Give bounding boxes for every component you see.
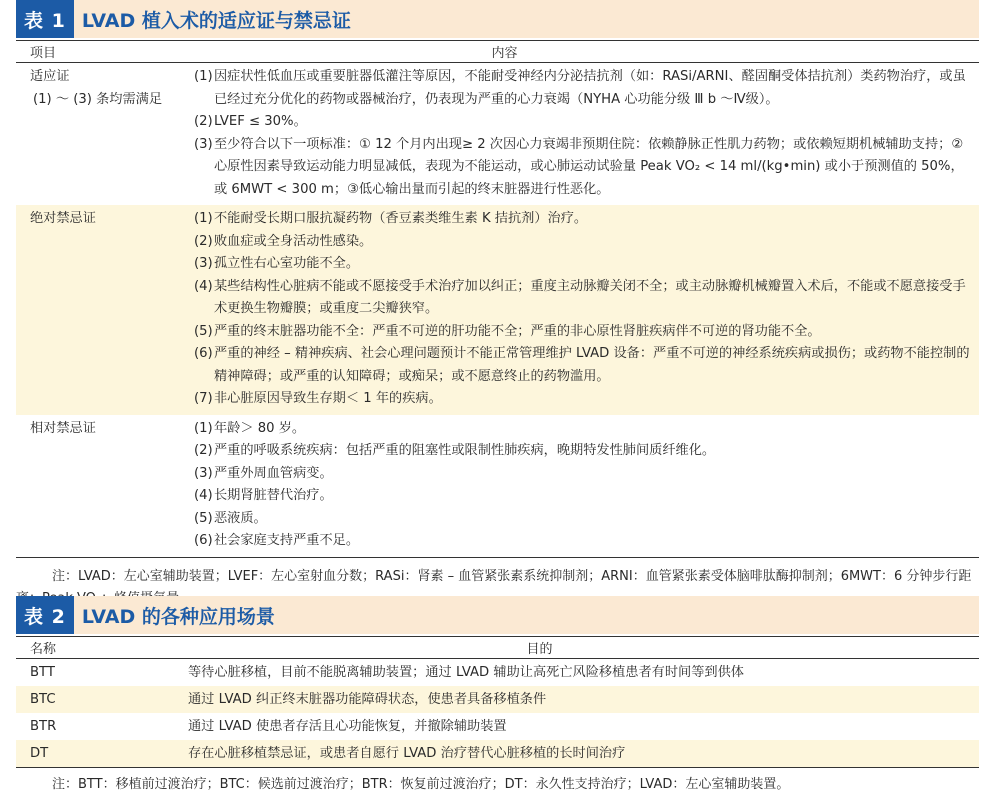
item-number: (2) xyxy=(194,443,213,458)
item-number: (6) xyxy=(194,533,213,548)
item-text: 长期肾脏替代治疗。 xyxy=(214,488,333,503)
table-2-caption: LVAD 的各种应用场景 xyxy=(81,605,275,628)
list-item xyxy=(194,276,973,321)
table-2 xyxy=(0,596,991,796)
table-1-row-content xyxy=(194,415,979,557)
item-text: 严重的呼吸系统疾病：包括严重的阻塞性或限制性肺疾病，晚期特发性肺间质纤维化。 xyxy=(214,443,716,458)
item-number: (1) xyxy=(194,69,213,84)
list-item xyxy=(194,66,973,111)
list-item xyxy=(194,530,973,553)
item-number: (5) xyxy=(194,323,213,339)
item-text: 严重的神经 – 精神疾病、社会心理问题预计不能正常管理维护 LVAD 设备：严重不可逆的神经系统疾病或损伤；或药物不能控制的精神障碍；或严重的认知障碍；或痴呆；或不愿意终止的药物滥用。 xyxy=(214,346,970,384)
list-item xyxy=(194,343,973,388)
list-item xyxy=(194,485,973,508)
table-2-header-col1: 名称 xyxy=(30,642,57,657)
list-item xyxy=(194,463,973,486)
item-number: (5) xyxy=(194,510,213,526)
table-2-number: 表 2 xyxy=(16,596,74,634)
item-text: 严重外周血管病变。 xyxy=(214,465,333,481)
table-1-header-col1: 项目 xyxy=(30,46,57,61)
table-2-row xyxy=(16,659,979,686)
item-number: (1) xyxy=(194,420,213,436)
table-1-row-content xyxy=(194,205,979,415)
item-number: (3) xyxy=(194,256,213,271)
list-item xyxy=(194,388,973,411)
table-2-row-label: BTR xyxy=(30,719,57,734)
item-number: (3) xyxy=(194,136,213,152)
table-1-row-label xyxy=(16,205,194,415)
list-item xyxy=(194,134,973,202)
row-label-text: 适应证 xyxy=(30,69,70,84)
item-text: 某些结构性心脏病不能或不愿接受手术治疗加以纠正；重度主动脉瓣关闭不全；或主动脉瓣机械瓣置入术后，不能或不愿意接受手术更换生物瓣膜；或重度二尖瓣狭窄。 xyxy=(214,278,966,316)
item-number: (7) xyxy=(194,391,213,406)
list-item xyxy=(194,208,973,231)
item-text: 恶液质。 xyxy=(214,510,267,526)
item-text: 孤立性右心室功能不全。 xyxy=(214,256,360,271)
table-1-row-label xyxy=(16,415,194,557)
item-number: (2) xyxy=(194,114,213,129)
table-1-title-bar xyxy=(16,0,979,38)
table-2-row-label: DT xyxy=(30,746,49,761)
table-2-row-purpose: 存在心脏移植禁忌证，或患者自愿行 LVAD 治疗替代心脏移植的长时间治疗 xyxy=(188,746,626,761)
list-item xyxy=(194,321,973,344)
item-number: (3) xyxy=(194,465,213,481)
table-2-body xyxy=(0,659,991,767)
table-1-row xyxy=(16,205,979,415)
table-2-row-purpose: 通过 LVAD 使患者存活且心功能恢复，并撤除辅助装置 xyxy=(188,719,507,734)
table-2-header-col2: 目的 xyxy=(526,642,553,657)
table-2-row-label: BTC xyxy=(30,692,56,707)
list-item xyxy=(194,508,973,531)
row-sublabel-text: (1) ～ (3) 条均需满足 xyxy=(33,91,163,107)
table-2-header xyxy=(16,636,979,659)
table-2-row xyxy=(16,740,979,767)
item-number: (4) xyxy=(194,278,213,294)
item-number: (6) xyxy=(194,346,213,361)
item-number: (2) xyxy=(194,233,213,249)
table-1-body xyxy=(0,63,991,557)
table-2-row-purpose: 等待心脏移植，目前不能脱离辅助装置；通过 LVAD 辅助让高死亡风险移植患者有时间等到供体 xyxy=(188,665,744,680)
table-2-row-purpose: 通过 LVAD 纠正终末脏器功能障碍状态，使患者具备移植条件 xyxy=(188,692,547,707)
item-text: LVEF ≤ 30%。 xyxy=(214,114,307,129)
item-text: 非心脏原因导致生存期＜ 1 年的疾病。 xyxy=(214,391,442,406)
table-2-note: 注：BTT：移植前过渡治疗；BTC：候选前过渡治疗；BTR：恢复前过渡治疗；DT：永久性支持治疗；LVAD：左心室辅助装置。 xyxy=(52,777,790,792)
table-1-row-content xyxy=(194,63,979,205)
table-2-row xyxy=(16,686,979,713)
item-number: (1) xyxy=(194,211,213,226)
item-text: 社会家庭支持严重不足。 xyxy=(214,533,360,548)
table-2-row xyxy=(16,713,979,740)
row-label-text: 相对禁忌证 xyxy=(30,420,96,436)
list-item xyxy=(194,231,973,254)
item-number: (4) xyxy=(194,488,213,503)
table-2-row-label: BTT xyxy=(30,665,55,680)
item-text: 因症状性低血压或重要脏器低灌注等原因，不能耐受神经内分泌拮抗剂（如：RASi/ARNI、醛固酮受体拮抗剂）类药物治疗，或虽已经过充分优化的药物或器械治疗，仍表现为严重的心力衰竭（NYHA 心功能分级 Ⅲ b ～Ⅳ级）。 xyxy=(214,69,966,107)
row-label-text: 绝对禁忌证 xyxy=(30,211,96,226)
item-text: 严重的终末脏器功能不全：严重不可逆的肝功能不全；严重的非心原性肾脏疾病伴不可逆的肾功能不全。 xyxy=(214,323,821,339)
table-1-header-col2: 内容 xyxy=(491,46,518,61)
item-text: 败血症或全身活动性感染。 xyxy=(214,233,373,249)
item-text: 不能耐受长期口服抗凝药物（香豆素类维生素 K 拮抗剂）治疗。 xyxy=(214,211,588,226)
table-1-row xyxy=(16,415,979,557)
table-1-row xyxy=(16,63,979,205)
table-2-title-bar xyxy=(16,596,979,634)
table-1-row-label xyxy=(16,63,194,205)
list-item xyxy=(194,253,973,276)
item-text: 年龄＞ 80 岁。 xyxy=(214,420,306,436)
table-1-number: 表 1 xyxy=(16,0,74,38)
list-item xyxy=(194,418,973,441)
table-1-caption: LVAD 植入术的适应证与禁忌证 xyxy=(81,9,351,32)
table-1-header xyxy=(16,40,979,63)
list-item xyxy=(194,111,973,134)
item-text: 至少符合以下一项标准：① 12 个月内出现≥ 2 次因心力衰竭非预期住院：依赖静脉正性肌力药物；或依赖短期机械辅助支持；②心原性因素导致运动能力明显减低，表现为不能运动，或心肺运动试验量 Peak VO₂ < 14 ml/(kg•min) 或小于预测值的 50%，或 6MWT < 300 m；③低心输出量而引起的终末脏器进行性恶化。 xyxy=(214,136,964,197)
table-1-note: 注：LVAD：左心室辅助装置；LVEF：左心室射血分数；RASi：肾素 – 血管紧张素系统抑制剂；ARNI：血管紧张素受体脑啡肽酶抑制剂；6MWT：6 分钟步行距 xyxy=(52,568,972,584)
list-item xyxy=(194,440,973,463)
